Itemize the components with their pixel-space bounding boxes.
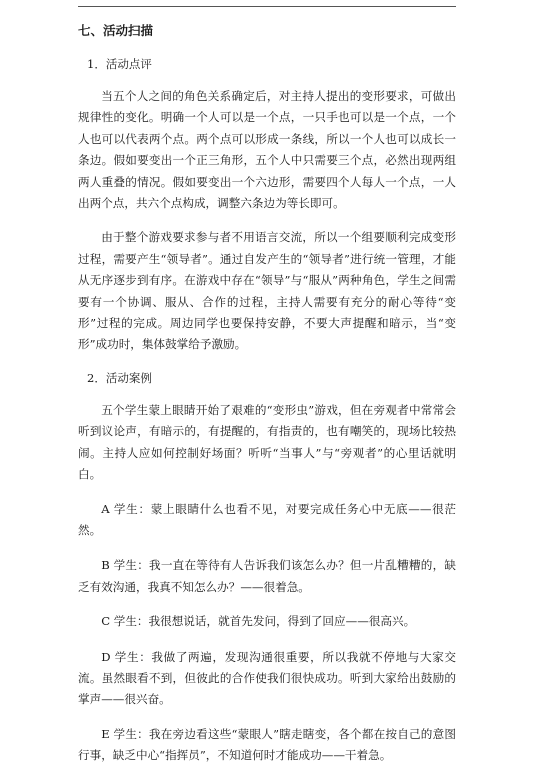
top-rule bbox=[78, 6, 456, 7]
review-title: 1．活动点评 bbox=[87, 57, 152, 71]
student-b-paragraph: B 学生：我一直在等待有人告诉我们该怎么办？但一片乱糟糟的，缺乏有效沟通，我真不知怎么办？——很着急。 bbox=[78, 558, 456, 594]
case-title: 2．活动案例 bbox=[87, 370, 152, 385]
review-paragraph: 由于整个游戏要求参与者不用语言交流，所以一个组要顺利完成变形过程，需要产生“领导者”。通过自发产生的“领导者”进行统一管理，才能从无序逐步到有序。在游戏中存在“领导”与“服从”两种角色，学生之间需要有一个协调、服从、合作的过程，主持人需要有充分的耐心等待“变形”过程的完成。周边同学也要保持安静，不要大声提醒和暗示，当“变形”成功时，集体鼓掌给予激励。 bbox=[78, 230, 456, 352]
section-title: 七、活动扫描 bbox=[78, 23, 154, 38]
student-a-paragraph: A 学生：蒙上眼睛什么也看不见，对要完成任务心中无底——很茫然。 bbox=[78, 501, 456, 537]
case-intro-paragraph: 五个学生蒙上眼睛开始了艰难的“变形虫”游戏，但在旁观者中常常会听到议论声，有暗示的，有提醒的，有指责的，也有嘲笑的，现场比较热闹。主持人应如何控制好场面？听听“当事人”与“旁观者”的心里话就明白。 bbox=[78, 402, 456, 482]
document-body bbox=[78, 22, 456, 780]
student-c-paragraph: C 学生：我很想说话，就首先发问，得到了回应——很高兴。 bbox=[101, 614, 416, 629]
student-d-paragraph: D 学生：我做了两遍，发现沟通很重要，所以我就不停地与大家交流。虽然眼看不到，但彼此的合作使我们很快成功。听到大家给出鼓励的掌声——很兴奋。 bbox=[78, 649, 456, 707]
review-paragraph: 当五个人之间的角色关系确定后，对主持人提出的变形要求，可做出规律性的变化。明确一个人可以是一个点，一只手也可以是一个点，一个人也可以代表两个点。两个点可以形成一条线，所以一个人也可以成长一条边。假如要变出一个正三角形，五个人中只需要三个点，必然出现两组两人重叠的情况。假如要变出一个六边形，需要四个人每人一个点，一人出两个点，共六个点构成，调整六条边为等长即可。 bbox=[78, 89, 456, 211]
student-e-paragraph: E 学生：我在旁边看这些“蒙眼人”瞎走瞎变，各个都在按自己的意图行事，缺乏中心“指挥员”，不知道何时才能成功——干着急。 bbox=[78, 726, 456, 763]
